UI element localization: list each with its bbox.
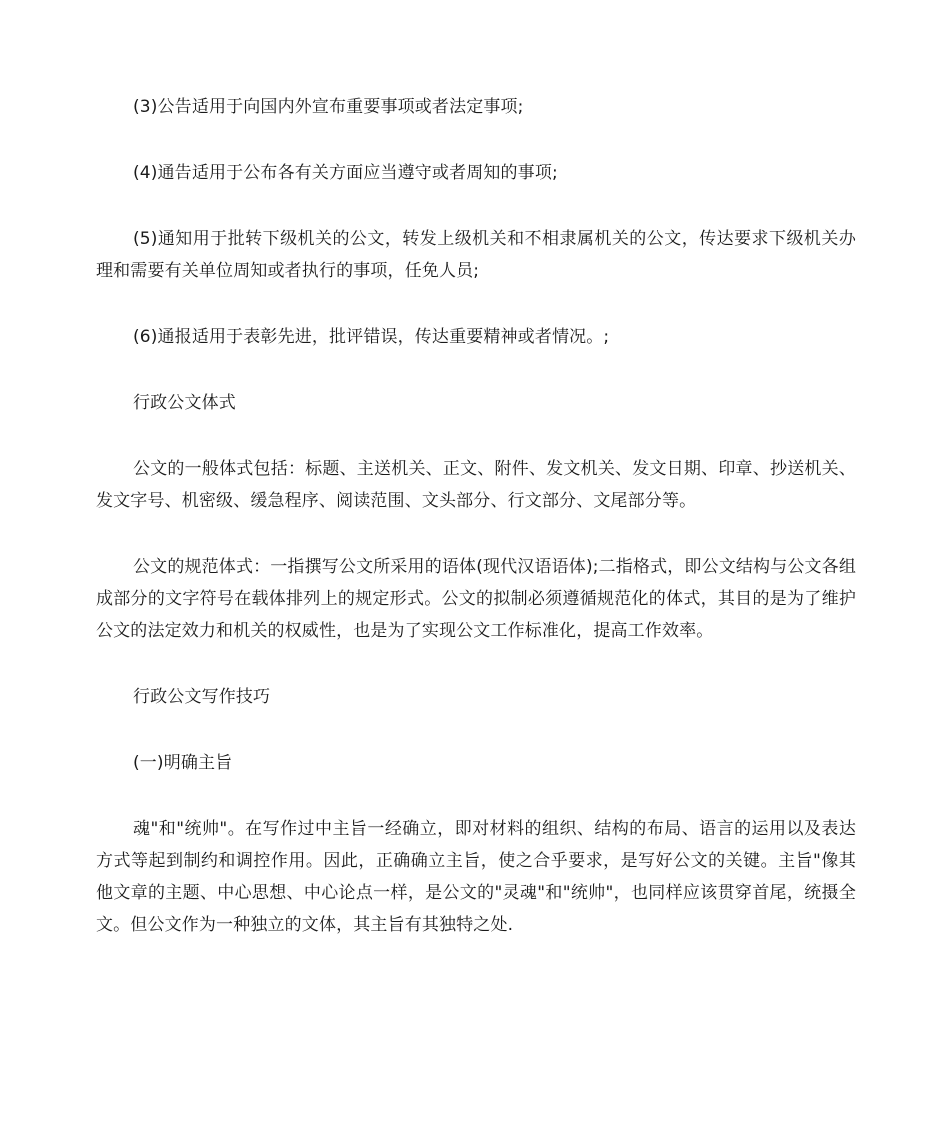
paragraph-general-format: 公文的一般体式包括：标题、主送机关、正文、附件、发文机关、发文日期、印章、抄送机关、发文字号、机密级、缓急程序、阅读范围、文头部分、行文部分、文尾部分等。 [96, 459, 856, 511]
subheading-clarify-theme: (一)明确主旨 [133, 753, 233, 773]
paragraph-notice-public: (4)通告适用于公布各有关方面应当遵守或者周知的事项; [133, 163, 558, 183]
paragraph-bulletin: (6)通报适用于表彰先进，批评错误，传达重要精神或者情况。; [133, 327, 610, 347]
section-heading-writing-skills: 行政公文写作技巧 [133, 687, 271, 707]
paragraph-announcement: (3)公告适用于向国内外宣布重要事项或者法定事项; [133, 97, 524, 117]
document-body [96, 91, 856, 975]
paragraph-theme-detail: 魂"和"统帅"。在写作过中主旨一经确立，即对材料的组织、结构的布局、语言的运用以及表达方式等起到制约和调控作用。因此，正确确立主旨，使之合乎要求，是写好公文的关键。主旨"像其他文章的主题、中心思想、中心论点一样，是公文的"灵魂"和"统帅"，也同样应该贯穿首尾，统摄全文。但公文作为一种独立的文体，其主旨有其独特之处. [96, 819, 856, 935]
section-heading-format: 行政公文体式 [133, 393, 236, 413]
paragraph-notification: (5)通知用于批转下级机关的公文，转发上级机关和不相隶属机关的公文，传达要求下级机关办理和需要有关单位周知或者执行的事项，任免人员; [96, 229, 856, 281]
paragraph-standard-format: 公文的规范体式：一指撰写公文所采用的语体(现代汉语语体);二指格式，即公文结构与公文各组成部分的文字符号在载体排列上的规定形式。公文的拟制必须遵循规范化的体式，其目的是为了维护公文的法定效力和机关的权威性，也是为了实现公文工作标准化，提高工作效率。 [96, 557, 856, 641]
